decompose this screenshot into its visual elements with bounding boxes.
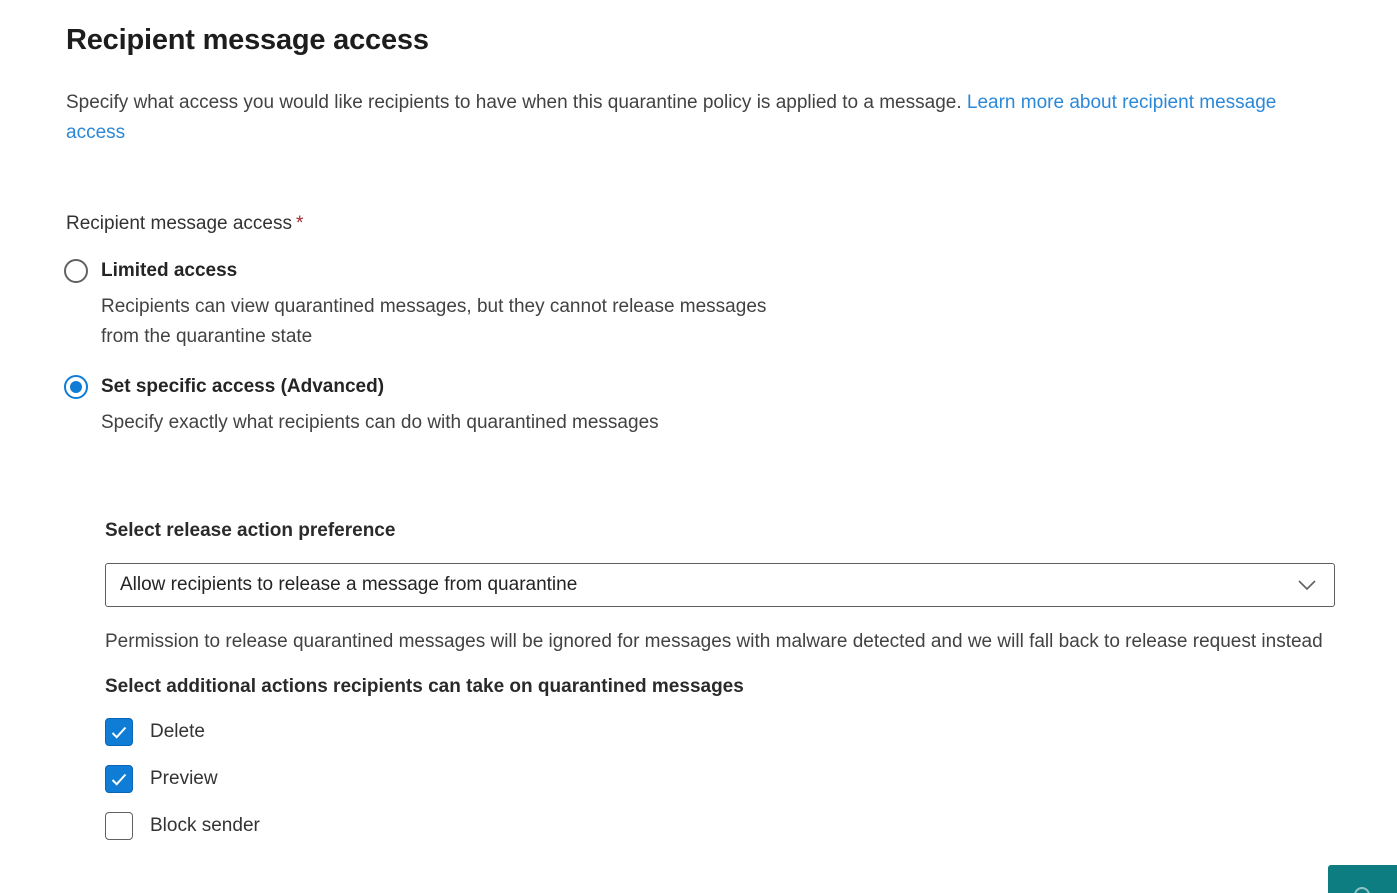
radio-button-icon[interactable] xyxy=(64,375,88,399)
radio-button-icon[interactable] xyxy=(64,259,88,283)
radio-dot-icon xyxy=(70,381,82,393)
checkbox-row-preview[interactable] xyxy=(105,764,1345,794)
radio-description: Specify exactly what recipients can do with quarantined messages xyxy=(101,412,659,433)
field-label-text: Recipient message access xyxy=(66,213,292,234)
feedback-smiley-icon xyxy=(1354,887,1370,893)
required-asterisk: * xyxy=(296,213,304,234)
checkbox-label: Delete xyxy=(150,721,205,742)
checkbox-icon[interactable] xyxy=(105,718,133,746)
advanced-access-section xyxy=(105,518,1345,841)
feedback-button[interactable] xyxy=(1328,865,1397,893)
additional-actions-label: Select additional actions recipients can take on quarantined messages xyxy=(105,676,744,697)
radio-option-set-specific-access[interactable] xyxy=(64,374,659,438)
page-description xyxy=(66,88,1338,148)
dropdown-selected-value: Allow recipients to release a message from quarantine xyxy=(120,574,578,595)
page-title: Recipient message access xyxy=(66,24,429,56)
check-icon xyxy=(111,726,127,739)
radio-label: Limited access xyxy=(101,260,238,281)
checkbox-icon[interactable] xyxy=(105,765,133,793)
page-description-text: Specify what access you would like recipients to have when this quarantine policy is applied to a message. xyxy=(66,92,967,113)
checkbox-icon[interactable] xyxy=(105,812,133,840)
check-icon xyxy=(111,773,127,786)
checkbox-row-block-sender[interactable] xyxy=(105,811,1345,841)
release-action-label: Select release action preference xyxy=(105,520,396,541)
checkbox-label: Preview xyxy=(150,768,218,789)
checkbox-row-delete[interactable] xyxy=(105,717,1345,747)
radio-option-limited-access[interactable] xyxy=(64,258,766,352)
release-action-dropdown[interactable] xyxy=(105,563,1335,607)
radio-label: Set specific access (Advanced) xyxy=(101,376,385,397)
chevron-down-icon xyxy=(1298,579,1316,591)
checkbox-label: Block sender xyxy=(150,815,260,836)
radio-description: Recipients can view quarantined messages, but they cannot release messages from the quarantine state xyxy=(101,296,767,347)
release-action-help-text: Permission to release quarantined messages will be ignored for messages with malware detected and we will fall back to release request instead xyxy=(105,631,1323,652)
learn-more-link[interactable]: Learn more about recipient message access xyxy=(66,92,1277,143)
field-label-recipient-message-access xyxy=(66,213,303,235)
